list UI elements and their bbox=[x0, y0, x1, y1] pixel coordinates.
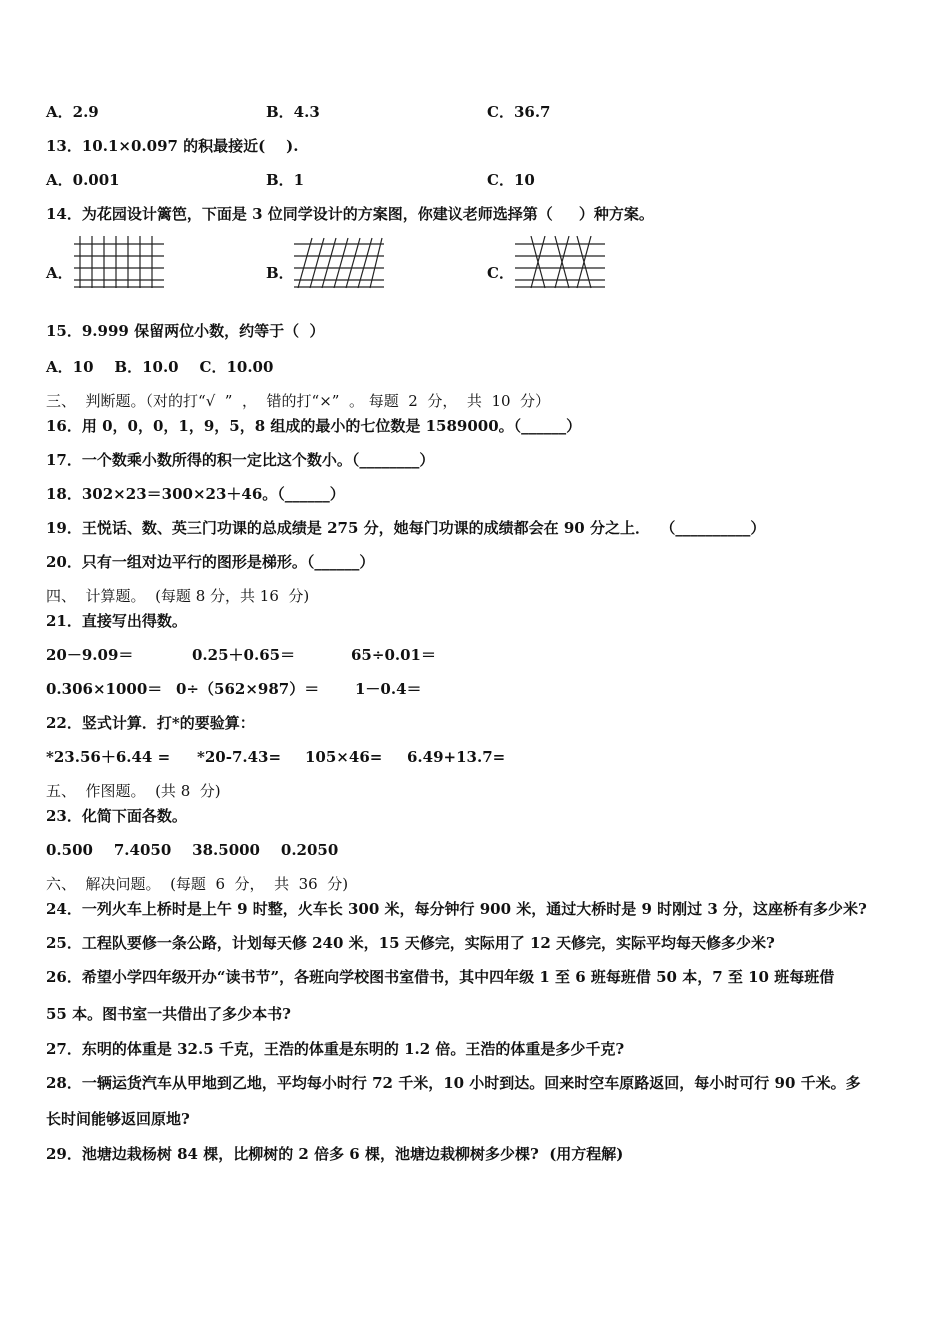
q22-item: *20-7.43= bbox=[197, 748, 282, 766]
q22-stem: 22．竖式计算．打*的要验算： bbox=[46, 714, 255, 732]
q23-items: 0.500 7.4050 38.5000 0.2050 bbox=[46, 841, 339, 859]
q22-item: *23.56＋6.44 = bbox=[46, 748, 171, 766]
q20: 20．只有一组对边平行的图形是梯形。（______） bbox=[46, 553, 375, 571]
section-3-heading: 三、 判断题。（对的打“√ ” ， 错的打“×” 。 每题 2 分， 共 10 分） bbox=[46, 392, 551, 410]
q13-option-c: C．10 bbox=[487, 171, 535, 189]
q21-stem: 21．直接写出得数。 bbox=[46, 612, 187, 630]
q27: 27．东明的体重是 32.5 千克，王浩的体重是东明的 1.2 倍。王浩的体重是多少千克? bbox=[46, 1040, 625, 1058]
q22-item: 105×46= bbox=[305, 748, 383, 766]
fence-triangle-figure-c bbox=[515, 236, 607, 294]
section-5-heading: 五、 作图题。 (共 8 分) bbox=[46, 782, 221, 800]
q19: 19．王悦话、数、英三门功课的总成绩是 275 分，她每门功课的成绩都会在 90 分之上． （__________） bbox=[46, 519, 766, 537]
q28-line-2: 长时间能够返回原地? bbox=[46, 1110, 190, 1128]
q14-option-a: A． bbox=[46, 264, 73, 282]
q21-item: 0÷（562×987）＝ bbox=[176, 680, 320, 698]
section-4-heading: 四、 计算题。 (每题 8 分，共 16 分) bbox=[46, 587, 310, 605]
section-6-heading: 六、 解决问题。 (每题 6 分， 共 36 分) bbox=[46, 875, 349, 893]
q15-stem: 15．9.999 保留两位小数，约等于（ ） bbox=[46, 322, 325, 340]
q17: 17．一个数乘小数所得的积一定比这个数小。（________） bbox=[46, 451, 435, 469]
q15-options: A．10 B．10.0 C．10.00 bbox=[46, 358, 274, 376]
q21-item: 0.25＋0.65＝ bbox=[192, 646, 296, 664]
q29: 29．池塘边栽杨树 84 棵，比柳树的 2 倍多 6 棵，池塘边栽柳树多少棵? (用方程解) bbox=[46, 1145, 624, 1163]
q13-option-a: A．0.001 bbox=[46, 171, 120, 189]
q21-item: 1－0.4＝ bbox=[355, 680, 422, 698]
q26-line-1: 26．希望小学四年级开办“读书节”，各班向学校图书室借书，其中四年级 1 至 6 班每班借 50 本，7 至 10 班每班借 bbox=[46, 968, 835, 986]
q21-item: 65÷0.01＝ bbox=[351, 646, 436, 664]
q21-item: 0.306×1000＝ bbox=[46, 680, 163, 698]
q16: 16．用 0，0，0，1，9，5，8 组成的最小的七位数是 1589000。（______） bbox=[46, 417, 582, 435]
q24: 24．一列火车上桥时是上午 9 时整，火车长 300 米，每分钟行 900 米，通过大桥时是 9 时刚过 3 分，这座桥有多少米? bbox=[46, 900, 867, 918]
q23-stem: 23．化简下面各数。 bbox=[46, 807, 187, 825]
q28-line-1: 28．一辆运货汽车从甲地到乙地，平均每小时行 72 千米，10 小时到达。回来时空车原路返回，每小时可行 90 千米。多 bbox=[46, 1074, 861, 1092]
q13-stem: 13．10.1×0.097 的积最接近( ). bbox=[46, 137, 299, 155]
q22-item: 6.49+13.7= bbox=[407, 748, 506, 766]
q12-option-c: C．36.7 bbox=[487, 103, 551, 121]
q21-item: 20－9.09＝ bbox=[46, 646, 134, 664]
q18: 18．302×23＝300×23＋46。（______） bbox=[46, 485, 345, 503]
q14-option-c: C． bbox=[487, 264, 514, 282]
q25: 25．工程队要修一条公路，计划每天修 240 米，15 天修完，实际用了 12 天修完，实际平均每天修多少米? bbox=[46, 934, 775, 952]
q14-stem: 14．为花园设计篱笆，下面是 3 位同学设计的方案图，你建议老师选择第（ ）种方案。 bbox=[46, 205, 654, 223]
fence-grid-figure-a bbox=[74, 236, 166, 294]
q12-option-a: A．2.9 bbox=[46, 103, 99, 121]
fence-slant-figure-b bbox=[294, 236, 386, 294]
q13-option-b: B．1 bbox=[266, 171, 305, 189]
q12-option-b: B．4.3 bbox=[266, 103, 320, 121]
q14-option-b: B． bbox=[266, 264, 294, 282]
q26-line-2: 55 本。图书室一共借出了多少本书? bbox=[46, 1005, 291, 1023]
